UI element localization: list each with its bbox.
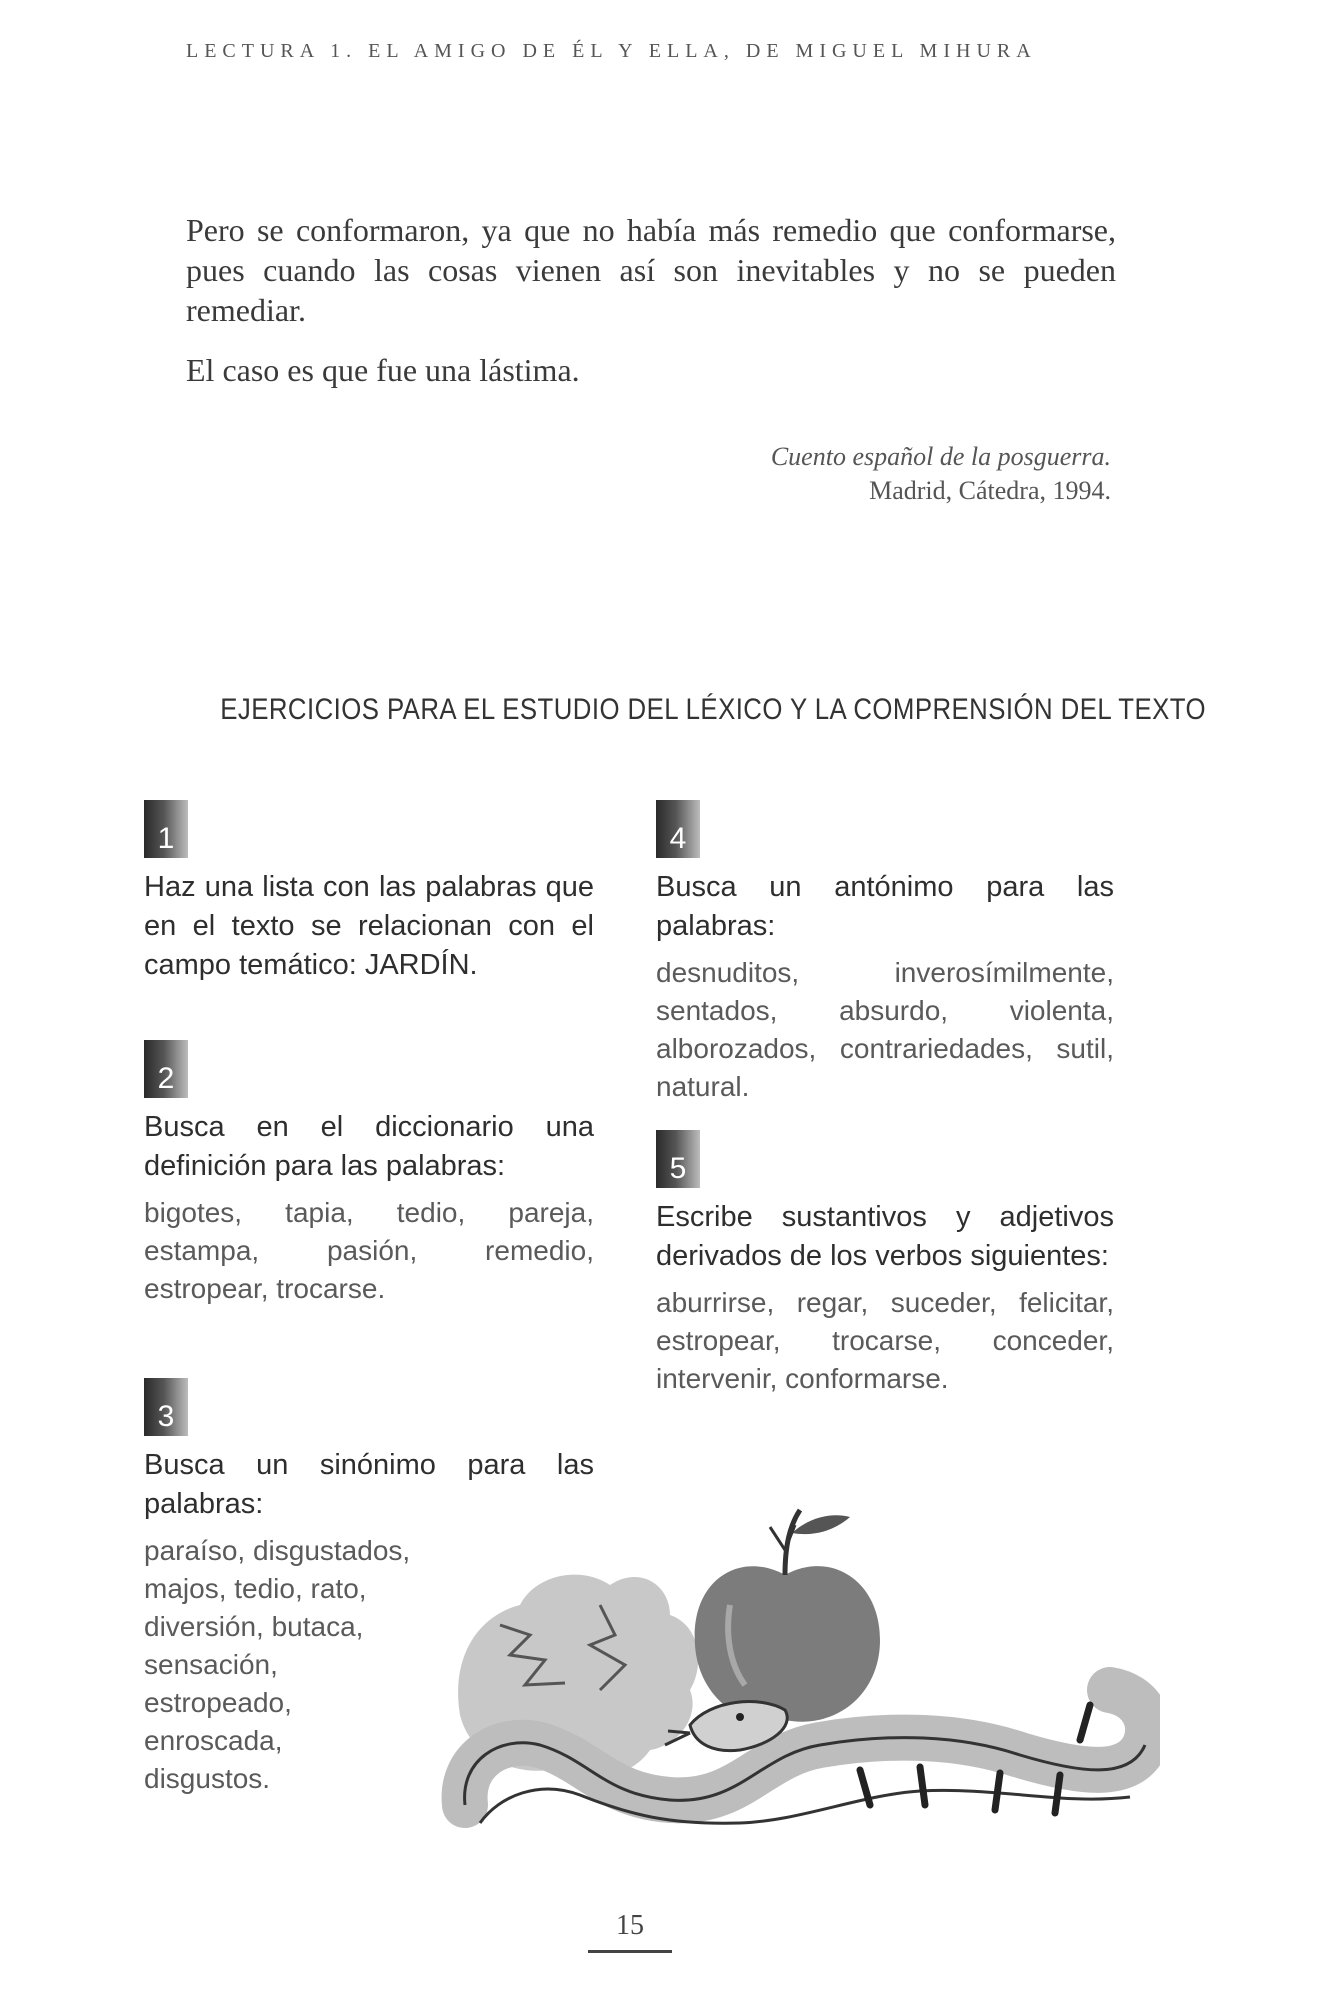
exercise-instruction: Escribe sustantivos y adjetivos derivados de los verbos siguientes: <box>656 1201 1114 1272</box>
exercise-number-badge: 2 <box>144 1040 188 1098</box>
exercise-2 <box>144 1040 594 1308</box>
exercise-number-badge: 3 <box>144 1378 188 1436</box>
exercise-word-list: paraíso, disgustados, majos, tedio, rato, diversión, butaca, sensación, estropeado, enroscada, disgustos. <box>144 1535 411 1794</box>
story-paragraph-1: Pero se conformaron, ya que no había más remedio que conformarse, pues cuando las cosas vienen así son inevitables y no se pueden remediar. <box>186 212 1116 328</box>
exercise-instruction: Busca un antónimo para las palabras: <box>656 871 1114 942</box>
exercise-number-badge: 4 <box>656 800 700 858</box>
exercise-word-list: bigotes, tapia, tedio, pareja, estampa, pasión, remedio, estropear, trocarse. <box>144 1197 594 1304</box>
apple-shape <box>695 1566 880 1722</box>
exercise-instruction: Busca un sinónimo para las palabras: <box>144 1449 594 1520</box>
exercise-4 <box>656 800 1114 1106</box>
exercise-number-badge: 1 <box>144 800 188 858</box>
citation <box>771 440 1111 508</box>
exercises-title-text: EJERCICIOS PARA EL ESTUDIO DEL LÉXICO Y LA COMPRENSIÓN DEL TEXTO <box>220 693 1206 726</box>
apple-snake-illustration <box>440 1505 1160 1845</box>
exercise-1 <box>144 800 594 985</box>
citation-source-title: Cuento español de la posguerra. <box>770 442 1111 471</box>
page-number-rule <box>588 1950 672 1953</box>
running-header: LECTURA 1. EL AMIGO DE ÉL Y ELLA, DE MIGUEL MIHURA <box>186 40 1037 62</box>
exercise-instruction: Busca en el diccionario una definición para las palabras: <box>144 1111 594 1182</box>
exercises-section-title <box>140 690 1206 730</box>
exercise-5 <box>656 1130 1114 1398</box>
exercise-number-badge: 5 <box>656 1130 700 1188</box>
page-number: 15 <box>616 1910 644 1941</box>
story-paragraph-2: El caso es que fue una lástima. <box>186 352 580 388</box>
exercise-word-list: aburrirse, regar, suceder, felicitar, estropear, trocarse, conceder, intervenir, conformarse. <box>656 1287 1114 1394</box>
exercise-instruction: Haz una lista con las palabras que en el texto se relacionan con el campo temático: JARDÍN. <box>144 871 594 981</box>
citation-publisher: Madrid, Cátedra, 1994. <box>869 476 1111 505</box>
exercise-word-list: desnuditos, inverosímilmente, sentados, absurdo, violenta, alborozados, contrariedades, sutil, natural. <box>656 957 1114 1102</box>
